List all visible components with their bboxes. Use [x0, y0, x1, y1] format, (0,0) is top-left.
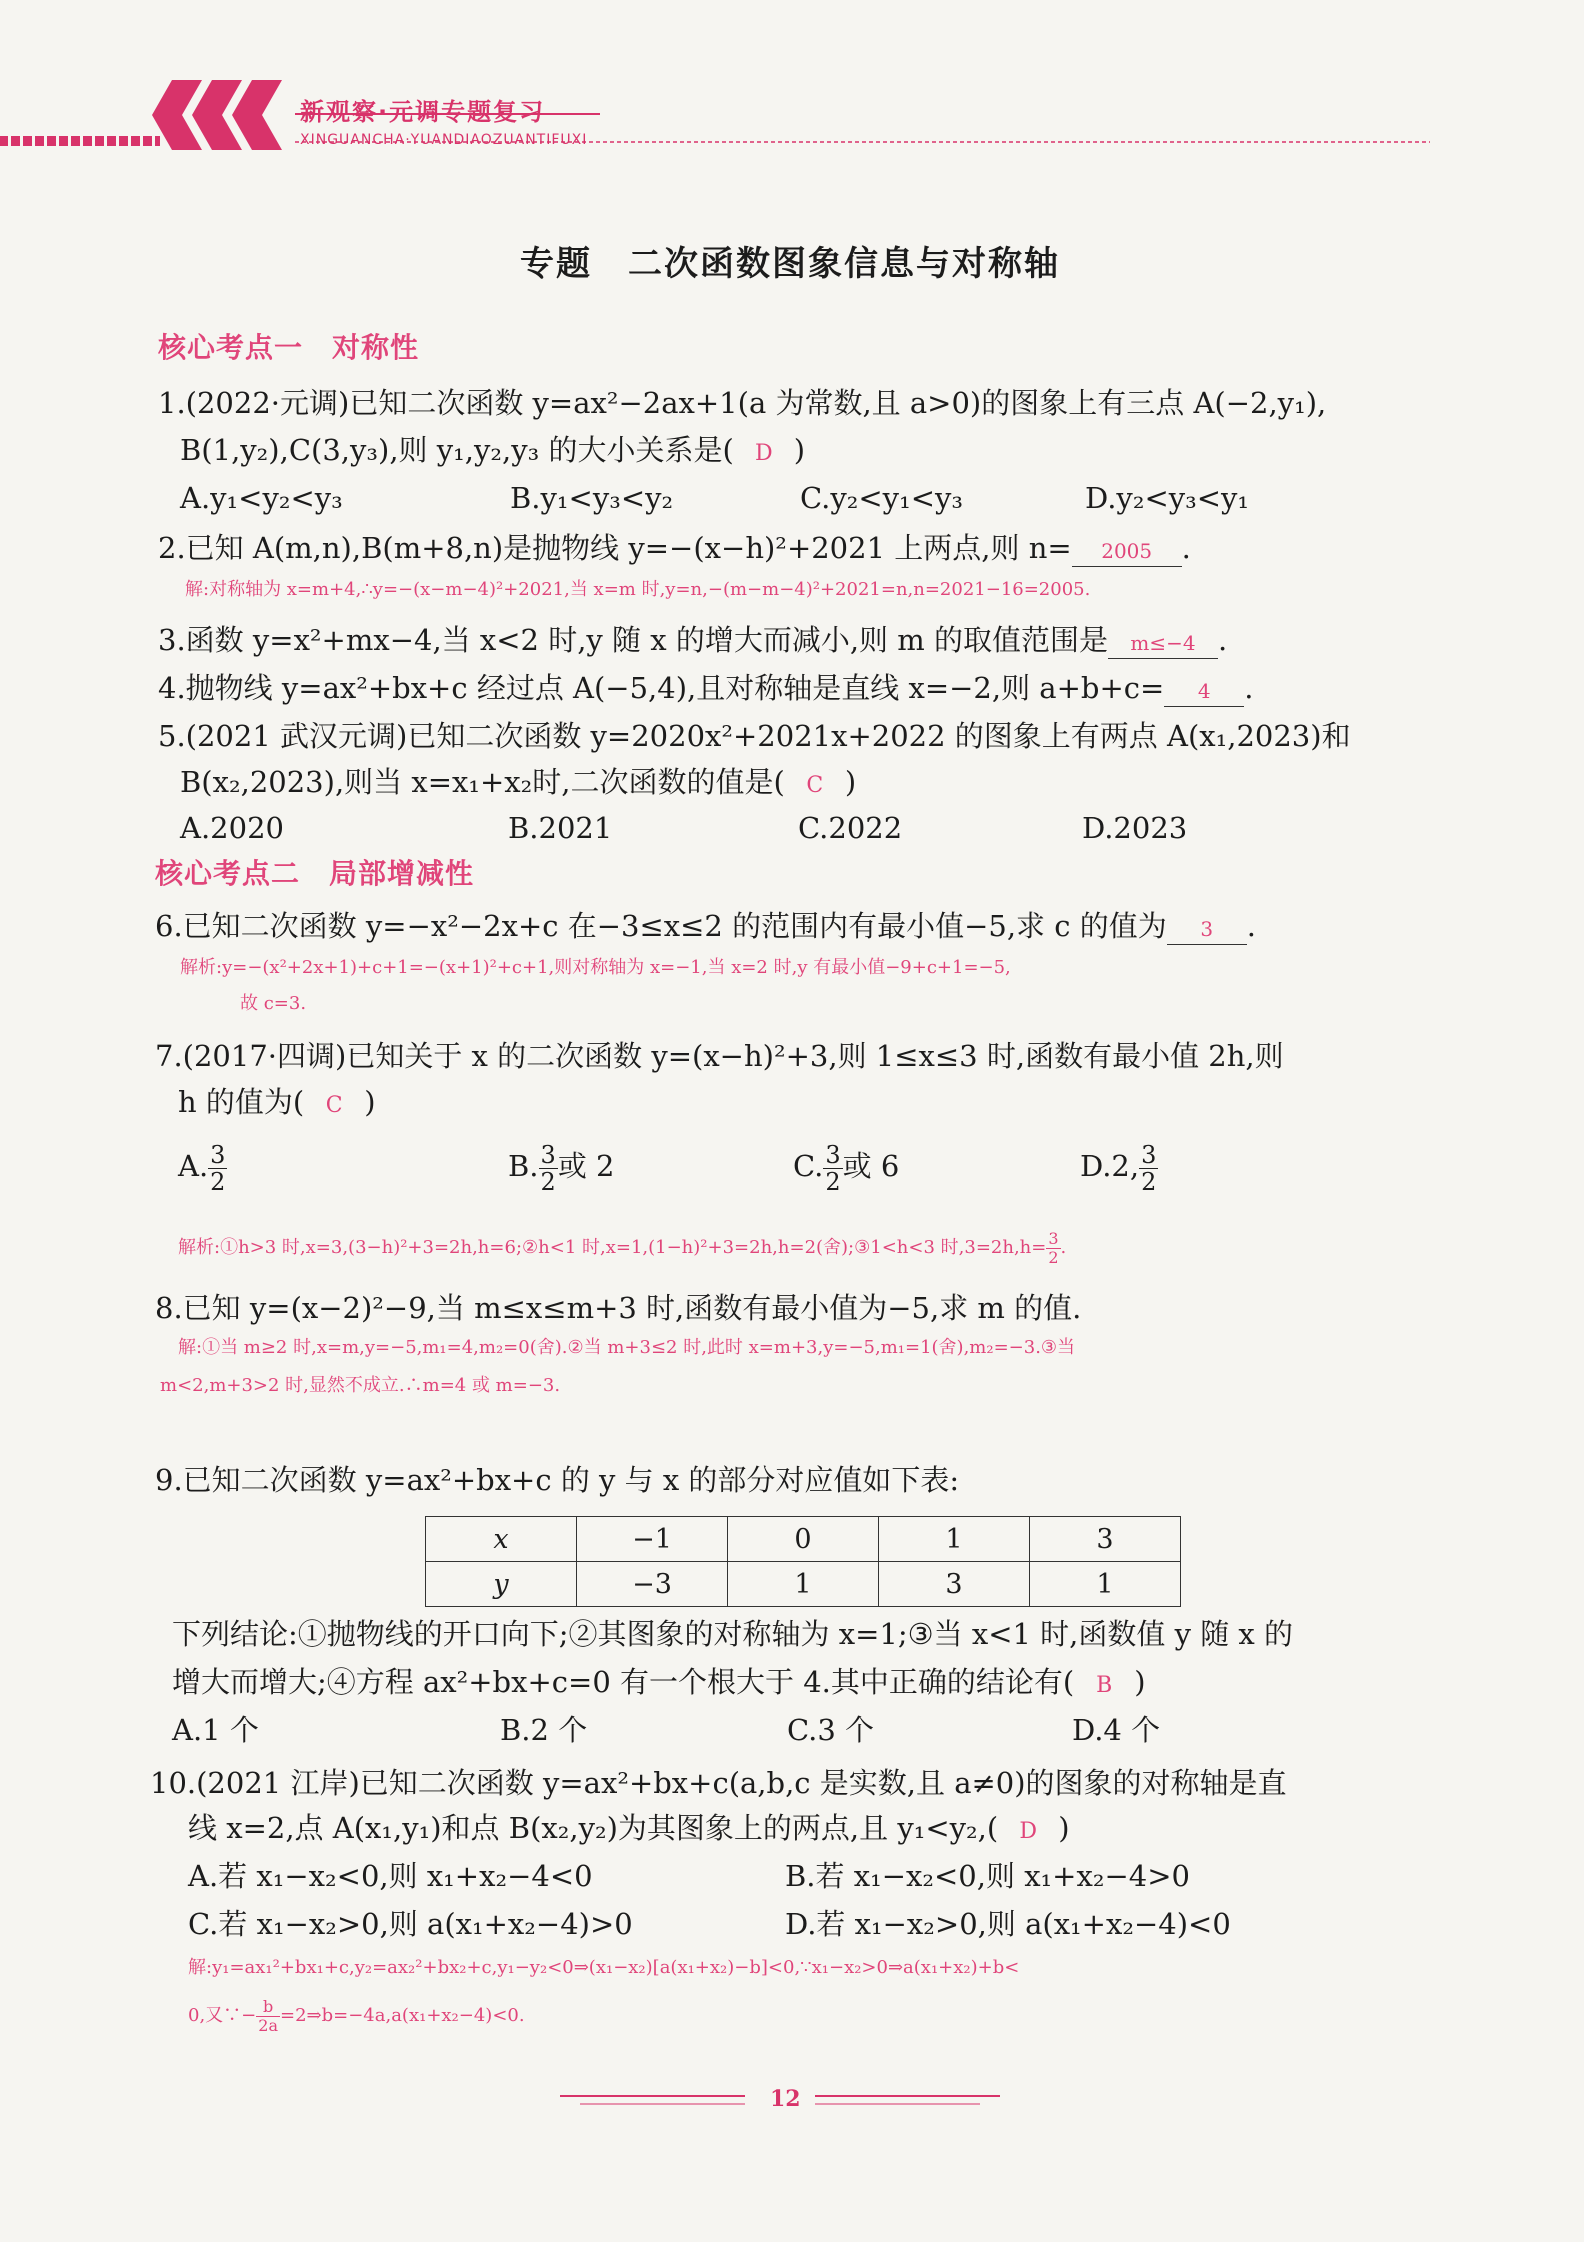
question-9-option-a: A.1 个 — [172, 1713, 259, 1747]
question-10-answer: D — [1019, 1819, 1038, 1844]
question-2: 2.已知 A(m,n),B(m+8,n)是抛物线 y=−(x−h)²+2021 上两点,则 n= 2005 . — [158, 531, 1191, 565]
question-10-line1: 10.(2021 江岸)已知二次函数 y=ax²+bx+c(a,b,c 是实数,且 a≠0)的图象的对称轴是直 — [150, 1766, 1287, 1800]
question-7-option-d: D.2, $\frac{3}{2}$ — [1080, 1140, 1157, 1196]
question-1-option-c: C.y₂<y₁<y₃ — [800, 481, 963, 515]
question-4-answer: 4 — [1164, 676, 1244, 707]
question-2-answer: 2005 — [1072, 536, 1182, 567]
question-9-table — [425, 1516, 1181, 1607]
question-9-option-c: C.3 个 — [787, 1713, 875, 1747]
question-10-option-d: D.若 x₁−x₂>0,则 a(x₁+x₂−4)<0 — [785, 1907, 1231, 1941]
question-9-option-d: D.4 个 — [1072, 1713, 1161, 1747]
question-6-answer: 3 — [1167, 914, 1247, 945]
question-1-line1: 1.(2022·元调)已知二次函数 y=ax²−2ax+1(a 为常数,且 a>0)的图象上有三点 A(−2,y₁), — [158, 386, 1327, 420]
question-5-option-a: A.2020 — [180, 811, 284, 845]
question-5-option-c: C.2022 — [798, 811, 903, 845]
question-10-line2: 线 x=2,点 A(x₁,y₁)和点 B(x₂,y₂)为其图象上的两点,且 y₁<y₂,( D ) — [188, 1808, 1070, 1852]
question-1-answer: D — [754, 441, 773, 466]
question-5-line2: B(x₂,2023),则当 x=x₁+x₂时,二次函数的值是( C ) — [180, 762, 856, 806]
section-heading-monotonicity: 核心考点二 局部增减性 — [155, 857, 475, 890]
table-cell: −1 — [577, 1517, 728, 1562]
question-8-solution-line2: m<2,m+3>2 时,显然不成立.∴m=4 或 m=−3. — [160, 1375, 561, 1396]
page-title: 专题 二次函数图象信息与对称轴 — [520, 244, 1060, 284]
table-cell: 1 — [728, 1562, 879, 1607]
question-1-line2: B(1,y₂),C(3,y₃),则 y₁,y₂,y₃ 的大小关系是( D ) — [180, 430, 805, 474]
question-7-solution: 解析:①h>3 时,x=3,(3−h)²+3=2h,h=6;②h<1 时,x=1,(1−h)²+3=2h,h=2(舍);③1<h<3 时,3=2h,h= $\frac{3}{2}$ . — [178, 1228, 1067, 1267]
section-heading-symmetry: 核心考点一 对称性 — [158, 331, 420, 364]
table-cell: 1 — [879, 1517, 1030, 1562]
question-7-line1: 7.(2017·四调)已知关于 x 的二次函数 y=(x−h)²+3,则 1≤x≤3 时,函数有最小值 2h,则 — [155, 1039, 1284, 1073]
question-5-option-b: B.2021 — [508, 811, 613, 845]
question-10-solution-line2: 0,又∵− $\frac{b}{2a}$ =2⇒b=−4a,a(x₁+x₂−4)<0. — [188, 1996, 525, 2035]
question-9-option-b: B.2 个 — [500, 1713, 588, 1747]
question-5-line1: 5.(2021 武汉元调)已知二次函数 y=2020x²+2021x+2022 的图象上有两点 A(x₁,2023)和 — [158, 719, 1351, 753]
question-7-option-c: C. $\frac{3}{2}$ 或 6 — [793, 1140, 900, 1196]
question-1-option-a: A.y₁<y₂<y₃ — [180, 481, 343, 515]
question-5-option-d: D.2023 — [1082, 811, 1188, 845]
question-6-solution-line1: 解析:y=−(x²+2x+1)+c+1=−(x+1)²+c+1,则对称轴为 x=−1,当 x=2 时,y 有最小值−9+c+1=−5, — [180, 957, 1011, 978]
header-subtitle: XINGUANCHA·YUANDIAOZUANTIFUXI — [300, 132, 588, 148]
question-6: 6.已知二次函数 y=−x²−2x+c 在−3≤x≤2 的范围内有最小值−5,求 c 的值为 3 . — [155, 909, 1256, 943]
header-banner — [0, 70, 1584, 170]
question-8-solution-line1: 解:①当 m≥2 时,x=m,y=−5,m₁=4,m₂=0(舍).②当 m+3≤2 时,此时 x=m+3,y=−5,m₁=1(舍),m₂=−3.③当 — [178, 1337, 1076, 1358]
question-5-answer: C — [806, 773, 824, 798]
question-10-option-a: A.若 x₁−x₂<0,则 x₁+x₂−4<0 — [188, 1859, 593, 1893]
question-9-answer: B — [1096, 1673, 1113, 1698]
header-brand: 新观察·元调专题复习 — [300, 98, 546, 126]
question-7-answer: C — [325, 1093, 343, 1118]
page-number: 12 — [770, 2086, 801, 2112]
table-cell: −3 — [577, 1562, 728, 1607]
table-cell: 3 — [1030, 1517, 1181, 1562]
question-6-solution-line2: 故 c=3. — [240, 993, 307, 1014]
table-cell: 3 — [879, 1562, 1030, 1607]
question-2-solution: 解:对称轴为 x=m+4,∴y=−(x−m−4)²+2021,当 x=m 时,y=n,−(m−m−4)²+2021=n,n=2021−16=2005. — [185, 579, 1091, 600]
table-cell: 0 — [728, 1517, 879, 1562]
question-10-option-b: B.若 x₁−x₂<0,则 x₁+x₂−4>0 — [785, 1859, 1190, 1893]
question-4: 4.抛物线 y=ax²+bx+c 经过点 A(−5,4),且对称轴是直线 x=−2,则 a+b+c= 4 . — [158, 671, 1254, 705]
question-1-option-b: B.y₁<y₃<y₂ — [510, 481, 674, 515]
question-3-answer: m≤−4 — [1108, 628, 1218, 659]
question-7-option-a: A. $\frac{3}{2}$ — [178, 1140, 226, 1196]
table-row — [426, 1517, 1181, 1562]
table-cell: 1 — [1030, 1562, 1181, 1607]
question-9: 9.已知二次函数 y=ax²+bx+c 的 y 与 x 的部分对应值如下表: — [155, 1463, 960, 1497]
question-9-line3: 增大而增大;④方程 ax²+bx+c=0 有一个根大于 4.其中正确的结论有( B ) — [172, 1662, 1146, 1706]
question-1-option-d: D.y₂<y₃<y₁ — [1085, 481, 1250, 515]
table-cell: x — [426, 1517, 577, 1562]
question-9-line2: 下列结论:①抛物线的开口向下;②其图象的对称轴为 x=1;③当 x<1 时,函数值 y 随 x 的 — [172, 1617, 1294, 1651]
table-row — [426, 1562, 1181, 1607]
question-3: 3.函数 y=x²+mx−4,当 x<2 时,y 随 x 的增大而减小,则 m 的取值范围是 m≤−4 . — [158, 623, 1228, 657]
question-8: 8.已知 y=(x−2)²−9,当 m≤x≤m+3 时,函数有最小值为−5,求 m 的值. — [155, 1291, 1082, 1325]
question-7-option-b: B. $\frac{3}{2}$ 或 2 — [508, 1140, 615, 1196]
question-10-option-c: C.若 x₁−x₂>0,则 a(x₁+x₂−4)>0 — [188, 1907, 633, 1941]
question-10-solution-line1: 解:y₁=ax₁²+bx₁+c,y₂=ax₂²+bx₂+c,y₁−y₂<0⇒(x₁−x₂)[a(x₁+x₂)−b]<0,∵x₁−x₂>0⇒a(x₁+x₂)+b< — [188, 1957, 1020, 1978]
table-cell: y — [426, 1562, 577, 1607]
question-7-line2: h 的值为( C ) — [178, 1082, 376, 1126]
